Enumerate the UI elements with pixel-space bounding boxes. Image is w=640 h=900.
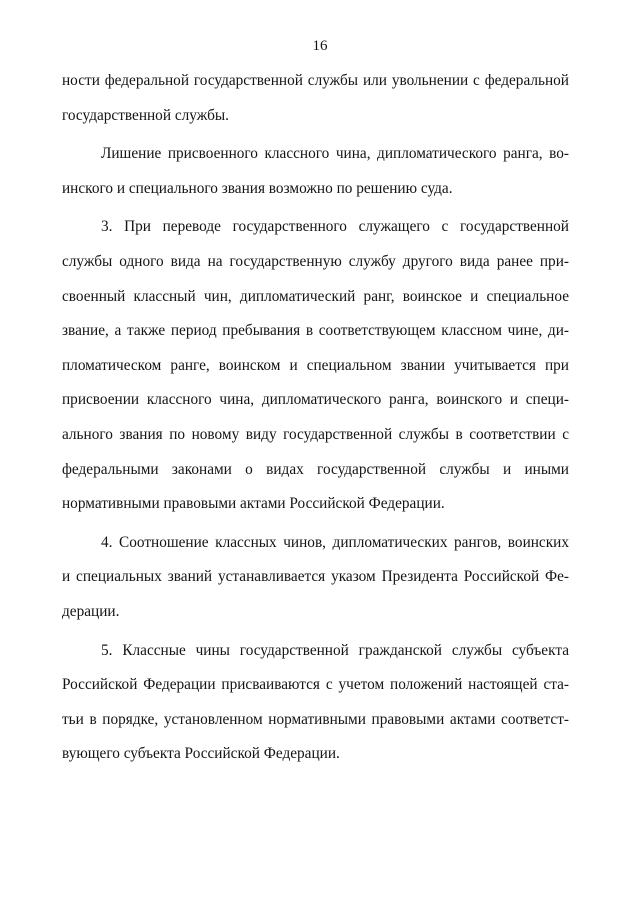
paragraph-1-line-2: государственной службы. xyxy=(62,106,229,124)
paragraph-1-line-1: ности федеральной государственной службы или увольнении с федеральной xyxy=(62,72,569,89)
paragraph-3-line-9: нормативными правовыми актами Российской Федерации. xyxy=(62,495,445,513)
paragraph-4-line-1: 4. Соотношение классных чинов, дипломатических рангов, воинских xyxy=(101,533,569,551)
document-body xyxy=(62,64,569,772)
paragraph-2-line-1: Лишение присвоенного классного чина, дипломатического ранга, во- xyxy=(101,145,569,163)
paragraph-3-line-2: службы одного вида на государственную службу другого вида ранее при- xyxy=(62,252,569,270)
paragraph-3-line-7: ального звания по новому виду государственной службы в соответствии с xyxy=(62,425,569,443)
paragraph-3-line-6: присвоении классного чина, дипломатического ранга, воинского и специ- xyxy=(62,391,569,409)
paragraph-3-line-8: федеральными законами о видах государственной службы и иными xyxy=(62,460,569,478)
paragraph-4-line-2: и специальных званий устанавливается указом Президента Российской Фе- xyxy=(62,568,569,586)
paragraph-3-line-3: своенный классный чин, дипломатический ранг, воинское и специальное xyxy=(62,287,569,305)
paragraph-4-line-3: дерации. xyxy=(62,602,120,620)
paragraph-3-line-1: 3. При переводе государственного служащего с государственной xyxy=(101,218,569,236)
paragraph-5-line-1: 5. Классные чины государственной гражданской службы субъекта xyxy=(101,641,569,659)
paragraph-3-line-5: пломатическом ранге, воинском и специальном звании учитывается при xyxy=(62,356,569,374)
paragraph-5-line-3: тьи в порядке, установленном нормативными правовыми актами соответст- xyxy=(62,710,569,728)
paragraph-5-line-2: Российской Федерации присваиваются с учетом положений настоящей ста- xyxy=(62,676,569,694)
paragraph-5-line-4: вующего субъекта Российской Федерации. xyxy=(62,745,340,763)
paragraph-3-line-4: звание, а также период пребывания в соответствующем классном чине, ди- xyxy=(62,322,569,340)
page-number: 16 xyxy=(312,38,328,54)
paragraph-2-line-2: инского и специального звания возможно по решению суда. xyxy=(62,179,453,197)
